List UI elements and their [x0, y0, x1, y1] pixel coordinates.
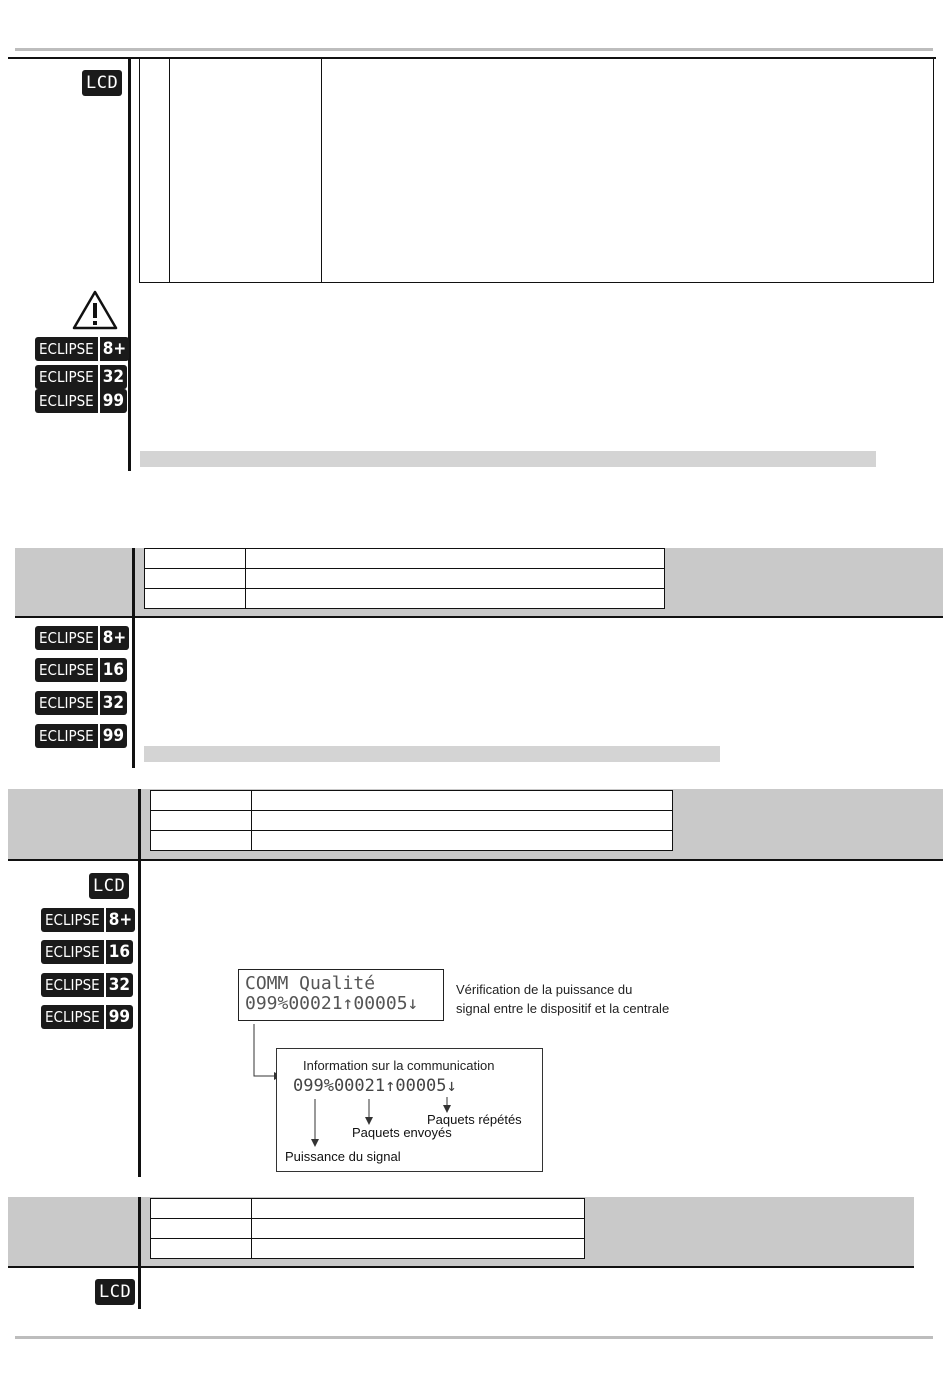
section-divider — [132, 548, 135, 768]
text-placeholder-bar — [140, 451, 876, 467]
header-rule — [15, 48, 933, 51]
lcd-line-1: COMM Qualité — [245, 973, 376, 994]
lcd-line-2: 099%00021↑00005↓ — [245, 993, 419, 1014]
eclipse-32-badge: ECLIPSE 32 — [35, 691, 127, 715]
text-placeholder-bar — [144, 746, 720, 762]
eclipse-99-badge: ECLIPSE 99 — [41, 1005, 133, 1029]
content-table — [139, 58, 934, 283]
lcd-badge: LCD — [89, 873, 129, 899]
section-divider — [138, 1197, 141, 1309]
eclipse-8-badge: ECLIPSE 8+ — [35, 337, 129, 361]
eclipse-16-badge: ECLIPSE 16 — [35, 658, 127, 682]
info-title: Information sur la communication — [303, 1058, 495, 1073]
eclipse-32-badge: ECLIPSE 32 — [41, 973, 133, 997]
eclipse-16-badge: ECLIPSE 16 — [41, 940, 133, 964]
eclipse-99-badge: ECLIPSE 99 — [35, 724, 127, 748]
param-table-3 — [150, 1198, 585, 1259]
lcd-badge: LCD — [82, 70, 122, 96]
param-rule — [8, 859, 943, 861]
param-rule — [15, 616, 943, 618]
eclipse-32-badge: ECLIPSE 32 — [35, 365, 127, 389]
eclipse-8-badge: ECLIPSE 8+ — [35, 626, 129, 650]
label-sent: Paquets envoyés — [352, 1125, 452, 1140]
warning-triangle-icon — [72, 290, 118, 330]
param-table-2 — [150, 790, 673, 851]
eclipse-99-badge: ECLIPSE 99 — [35, 389, 127, 413]
param-table-1 — [144, 548, 665, 609]
lcd-badge: LCD — [95, 1279, 135, 1305]
lcd-display — [238, 969, 444, 1021]
section-divider — [138, 789, 141, 1177]
info-box — [276, 1048, 543, 1172]
eclipse-8-badge: ECLIPSE 8+ — [41, 908, 135, 932]
section-divider — [128, 58, 131, 471]
diagram-caption: Vérification de la puissance du signal entre le dispositif et la centrale — [456, 982, 670, 1016]
footer-rule — [15, 1336, 933, 1339]
label-repeated: Paquets répétés — [427, 1112, 522, 1127]
label-signal: Puissance du signal — [285, 1149, 401, 1164]
param-rule — [8, 1266, 914, 1268]
info-code: 099%00021↑00005↓ — [293, 1076, 457, 1096]
